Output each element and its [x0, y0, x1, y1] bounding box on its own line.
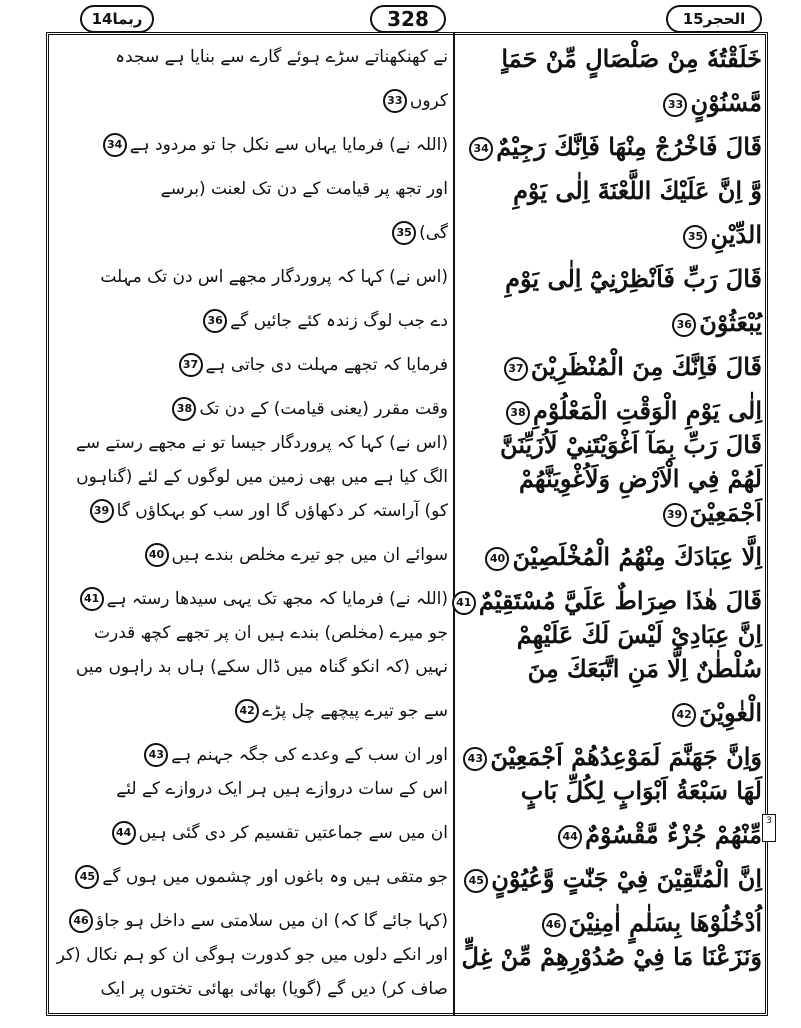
urdu-text: الگ کیا ہے میں بھی زمین میں لوگوں کے لئے (گناہوں — [76, 467, 448, 487]
urdu-text: وقت مقرر (یعنی قیامت) کے دن تک — [199, 399, 448, 419]
arabic-text: يُبْعَثُوْنَ — [699, 308, 762, 337]
urdu-text: نہیں (کہ انکو گناہ میں ڈال سکے) ہاں بد راہوں میں — [75, 657, 448, 677]
arabic-text: وَنَزَعْنَا مَا فِيْ صُدُوْرِهِمْ مِّنْ غِلٍّ — [461, 942, 762, 971]
arabic-text: مَّسْنُوْنٍ — [690, 88, 762, 117]
arabic-verse-line — [460, 306, 762, 340]
arabic-text: اِنَّ الْمُتَّقِيْنَ فِيْ جَنّٰتٍ وَّعُيُوْنٍ — [491, 864, 762, 893]
urdu-translation-line — [52, 218, 448, 248]
urdu-translation-line — [52, 394, 448, 424]
verse-number-badge: 34 — [469, 137, 493, 161]
column-divider — [453, 32, 455, 1016]
urdu-text: صاف کر) دیں گے (گویا) بھائی بھائی تختوں پر ایک — [100, 979, 448, 999]
urdu-translation-line — [52, 774, 448, 804]
verse-number-badge: 45 — [75, 865, 99, 889]
arabic-text: وَّ اِنَّ عَلَيْكَ اللَّعْنَةَ اِلٰى يَوْمِ — [513, 176, 762, 205]
arabic-text: سُلْطٰنٌ اِلَّا مَنِ اتَّبَعَكَ مِنَ — [527, 654, 762, 683]
verse-number-badge: 38 — [506, 401, 530, 425]
urdu-text: اور انکے دلوں میں جو کدورت ہوگی ان کو ہم نکال (کر — [56, 945, 448, 965]
page-number: 328 — [370, 5, 446, 33]
arabic-verse-line — [460, 350, 762, 384]
urdu-translation-line — [52, 618, 448, 648]
arabic-verse-line — [460, 462, 762, 496]
verse-number-badge: 36 — [672, 313, 696, 337]
arabic-verse-line — [460, 428, 762, 462]
arabic-text: قَالَ رَبِّ فَاَنْظِرْنِيْٓ اِلٰى يَوْمِ — [505, 264, 762, 293]
urdu-translation-line — [52, 584, 448, 614]
urdu-translation-line — [52, 906, 448, 936]
verse-number-badge: 35 — [392, 221, 416, 245]
arabic-text: اِلَّا عِبَادَكَ مِنْهُمُ الْمُخْلَصِيْنَ — [512, 542, 762, 571]
urdu-translation-line — [52, 974, 448, 1004]
urdu-translation-line — [52, 696, 448, 726]
arabic-text: وَاِنَّ جَهَنَّمَ لَمَوْعِدُهُمْ اَجْمَعِيْنَ — [490, 742, 762, 771]
urdu-text: ان میں سے جماعتیں تقسیم کر دی گئی ہیں — [138, 823, 448, 843]
verse-number-badge: 33 — [383, 89, 407, 113]
urdu-translation-line — [52, 350, 448, 380]
urdu-text: اور تجھ پر قیامت کے دن تک لعنت (برسے — [160, 179, 448, 199]
verse-number-badge: 35 — [683, 225, 707, 249]
verse-number-badge: 43 — [144, 743, 168, 767]
arabic-text: قَالَ رَبِّ بِمَآ اَغْوَيْتَنِيْ لَاُزَيِّنَنَّ — [500, 430, 762, 459]
arabic-verse-line — [460, 262, 762, 296]
arabic-verse-line — [460, 540, 762, 574]
urdu-text: سوائے ان میں جو تیرے مخلص بندے ہیں — [171, 545, 448, 565]
urdu-text: (کہا جائے گا کہ) ان میں سلامتی سے داخل ہو جاؤ — [96, 911, 448, 931]
verse-number-badge: 42 — [672, 703, 696, 727]
arabic-text: اَجْمَعِيْنَ — [689, 498, 762, 527]
arabic-text: قَالَ هٰذَا صِرَاطٌ عَلَيَّ مُسْتَقِيْمٌ — [478, 586, 762, 615]
arabic-verse-line — [460, 774, 762, 808]
arabic-verse-line — [460, 130, 762, 164]
arabic-text: الدِّيْنِ — [710, 220, 762, 249]
arabic-text: الْغٰوِيْنَ — [699, 698, 762, 727]
verse-number-badge: 40 — [485, 547, 509, 571]
verse-number-badge: 39 — [663, 503, 687, 527]
arabic-text: اُدْخُلُوْهَا بِسَلٰمٍ اٰمِنِيْنَ — [568, 908, 762, 937]
arabic-verse-line — [460, 940, 762, 974]
verse-number-badge: 38 — [172, 397, 196, 421]
urdu-translation-line — [52, 462, 448, 492]
urdu-text: دے جب لوگ زندہ کئے جائیں گے — [230, 311, 448, 331]
urdu-translation-line — [52, 652, 448, 682]
arabic-text: لَهَا سَبْعَةُ اَبْوَابٍ لِكُلِّ بَابٍ — [520, 776, 762, 805]
arabic-verse-line — [460, 862, 762, 896]
verse-number-badge: 46 — [69, 909, 93, 933]
verse-number-badge: 33 — [663, 93, 687, 117]
arabic-verse-line — [460, 652, 762, 686]
urdu-text: کروں — [409, 91, 448, 111]
urdu-translation-line — [52, 306, 448, 336]
urdu-text: کو) آراستہ کر دکھاؤں گا اور سب کو بہکاؤں گا — [116, 501, 448, 521]
arabic-verse-line — [460, 174, 762, 208]
urdu-text: (اللہ نے) فرمایا یہاں سے نکل جا تو مردود ہے — [129, 135, 448, 155]
arabic-verse-line — [460, 740, 762, 774]
urdu-translation-line — [52, 174, 448, 204]
arabic-verse-line — [460, 496, 762, 530]
arabic-verse-line — [456, 584, 762, 618]
urdu-text: (اس نے) کہا کہ پروردگار مجھے اس دن تک مہلت — [100, 267, 448, 287]
verse-number-badge: 37 — [504, 357, 528, 381]
verse-number-badge: 41 — [452, 591, 476, 615]
urdu-text: اور ان سب کے وعدے کی جگہ جہنم ہے — [171, 745, 448, 765]
urdu-text: فرمایا کہ تجھے مہلت دی جاتی ہے — [205, 355, 448, 375]
urdu-translation-line — [52, 428, 448, 458]
urdu-translation-line — [52, 130, 448, 160]
urdu-translation-line — [52, 740, 448, 770]
urdu-text: جو میرے (مخلص) بندے ہیں ان پر تجھے کچھ قدرت — [94, 623, 448, 643]
arabic-text: مِّنْهُمْ جُزْءٌ مَّقْسُوْمٌ — [585, 820, 762, 849]
ruku-marker: 3 — [762, 814, 776, 842]
verse-number-badge: 40 — [145, 543, 169, 567]
urdu-translation-line — [52, 496, 448, 526]
arabic-verse-line — [460, 394, 762, 428]
urdu-translation-line — [52, 42, 448, 72]
verse-number-badge: 41 — [80, 587, 104, 611]
urdu-text: نے کھنکھناتے سڑے ہوئے گارے سے بنایا ہے سجدہ — [115, 47, 448, 67]
verse-number-badge: 43 — [463, 747, 487, 771]
arabic-text: قَالَ فَاِنَّكَ مِنَ الْمُنْظَرِيْنَ — [530, 352, 762, 381]
urdu-translation-line — [52, 540, 448, 570]
juz-name-header: ربما14 — [80, 5, 154, 33]
verse-number-badge: 44 — [558, 825, 582, 849]
arabic-verse-line — [460, 218, 762, 252]
verse-number-badge: 37 — [179, 353, 203, 377]
verse-number-badge: 39 — [90, 499, 114, 523]
arabic-verse-line — [460, 818, 762, 852]
arabic-text: اِلٰى يَوْمِ الْوَقْتِ الْمَعْلُوْمِ — [532, 396, 762, 425]
arabic-text: اِنَّ عِبَادِيْ لَيْسَ لَكَ عَلَيْهِمْ — [516, 620, 762, 649]
urdu-text: اس کے سات دروازے ہیں ہر ایک دروازے کے لئے — [116, 779, 448, 799]
verse-number-badge: 42 — [235, 699, 259, 723]
arabic-verse-line — [460, 906, 762, 940]
urdu-text: (اس نے) کہا کہ پروردگار جیسا تو نے مجھے رستے سے — [75, 433, 448, 453]
urdu-translation-line — [52, 862, 448, 892]
verse-number-badge: 36 — [203, 309, 227, 333]
verse-number-badge: 45 — [464, 869, 488, 893]
arabic-text: خَلَقْتُهٗ مِنْ صَلْصَالٍ مِّنْ حَمَاٍ — [501, 44, 762, 73]
arabic-text: قَالَ فَاخْرُجْ مِنْهَا فَاِنَّكَ رَجِيْمٌ — [496, 132, 762, 161]
urdu-text: گی) — [419, 223, 448, 243]
arabic-verse-line — [460, 86, 762, 120]
urdu-translation-line — [52, 86, 448, 116]
urdu-translation-line — [52, 262, 448, 292]
verse-number-badge: 34 — [103, 133, 127, 157]
urdu-text: (اللہ نے) فرمایا کہ مجھ تک یہی سیدھا رستہ ہے — [106, 589, 448, 609]
urdu-text: سے جو تیرے پیچھے چل پڑے — [262, 701, 448, 721]
arabic-verse-line — [460, 696, 762, 730]
verse-number-badge: 46 — [542, 913, 566, 937]
verse-number-badge: 44 — [112, 821, 136, 845]
urdu-translation-line — [52, 940, 448, 970]
arabic-text: لَهُمْ فِي الْاَرْضِ وَلَاُغْوِيَنَّهُمْ — [518, 464, 762, 493]
surah-name-header: الحجر15 — [666, 5, 762, 33]
arabic-verse-line — [460, 42, 762, 76]
urdu-text: جو متقی ہیں وہ باغوں اور چشموں میں ہوں گے — [102, 867, 448, 887]
arabic-verse-line — [460, 618, 762, 652]
urdu-translation-line — [52, 818, 448, 848]
